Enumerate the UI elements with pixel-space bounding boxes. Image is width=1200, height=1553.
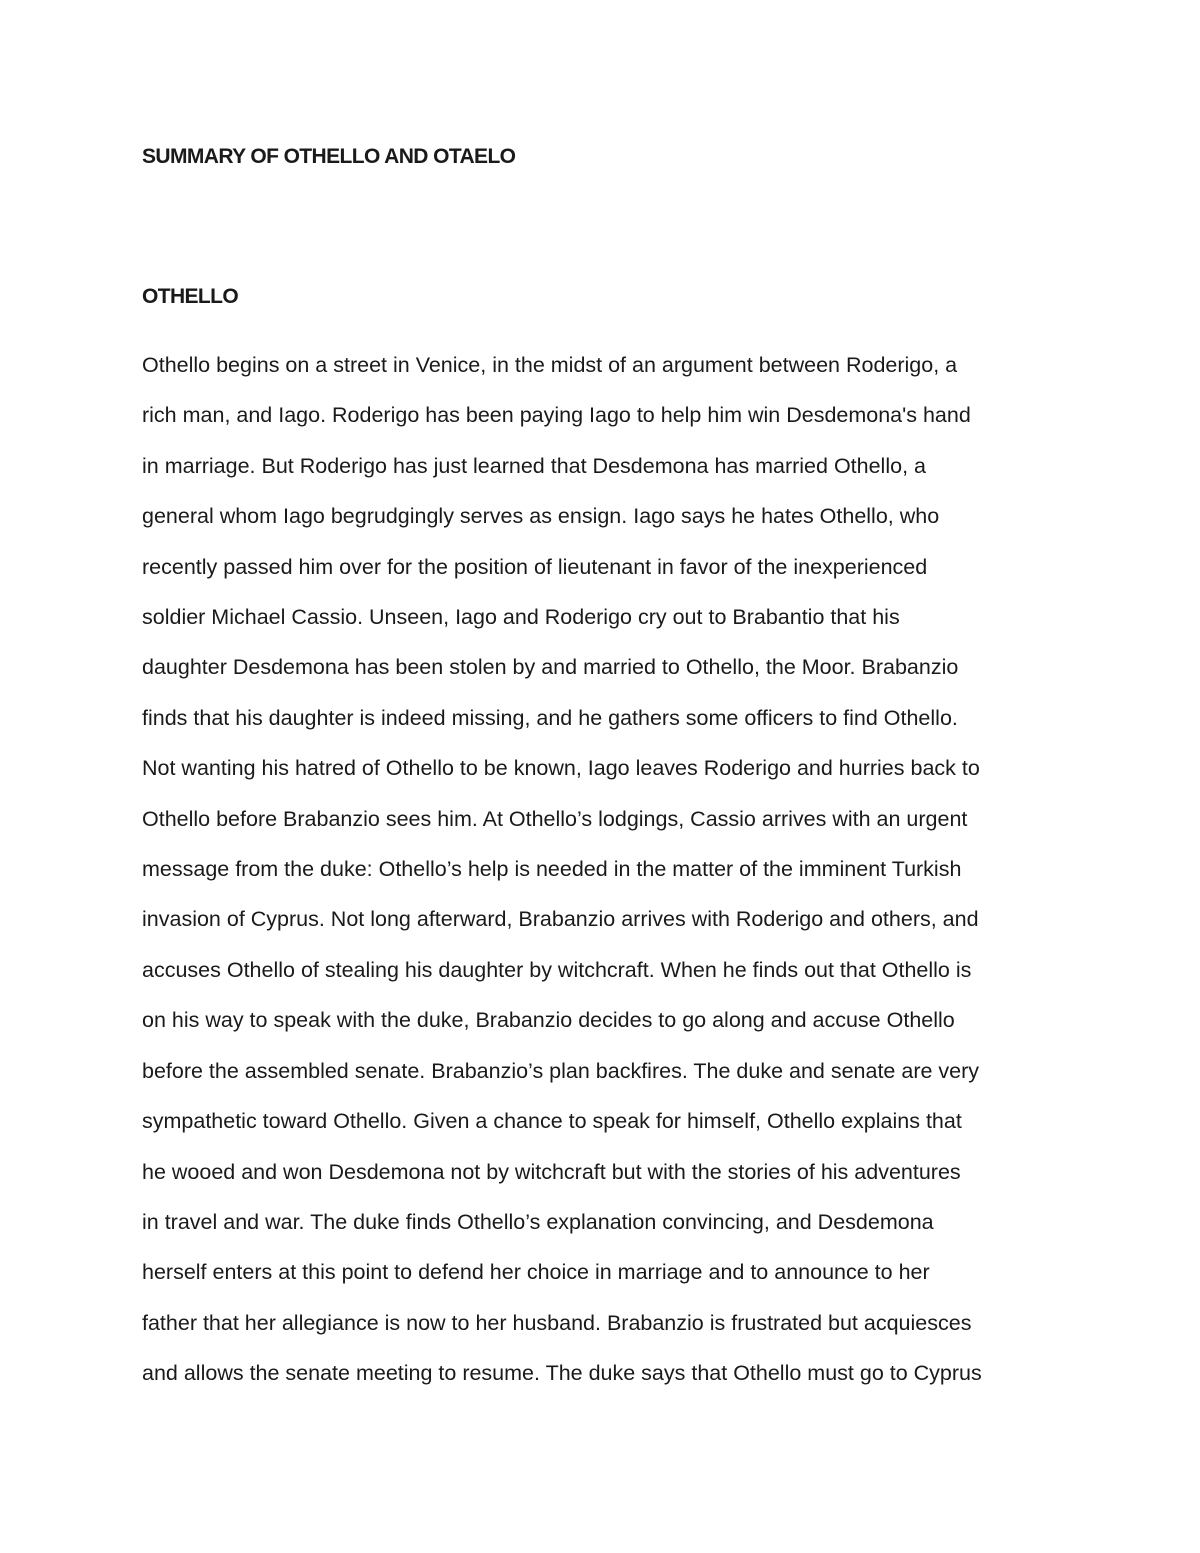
paragraph-line: Othello begins on a street in Venice, in the midst of an argument between Roderigo, a (142, 353, 958, 377)
paragraph-line: in marriage. But Roderigo has just learned that Desdemona has married Othello, a (142, 453, 926, 478)
paragraph-line: Othello before Brabanzio sees him. At Othello’s lodgings, Cassio arrives with an urgent (142, 806, 968, 831)
paragraph-line: sympathetic toward Othello. Given a chance to speak for himself, Othello explains that (142, 1109, 962, 1134)
paragraph-line: recently passed him over for the position of lieutenant in favor of the inexperienced (142, 554, 928, 579)
paragraph-line: invasion of Cyprus. Not long afterward, Brabanzio arrives with Roderigo and others, and (142, 907, 979, 932)
paragraph-line: message from the duke: Othello’s help is needed in the matter of the imminent Turkish (142, 857, 962, 882)
paragraph-line: father that her allegiance is now to her husband. Brabanzio is frustrated but acquiesces (142, 1310, 972, 1335)
paragraph-line: he wooed and won Desdemona not by witchcraft but with the stories of his adventures (142, 1159, 961, 1184)
paragraph-line: soldier Michael Cassio. Unseen, Iago and Roderigo cry out to Brabantio that his (142, 605, 900, 630)
paragraph-line: in travel and war. The duke finds Othello’s explanation convincing, and Desdemona (142, 1209, 934, 1234)
paragraph-line: before the assembled senate. Brabanzio’s plan backfires. The duke and senate are very (142, 1058, 980, 1083)
document-title: SUMMARY OF OTHELLO AND OTAELO (142, 145, 516, 168)
body-paragraph (142, 340, 1082, 1399)
paragraph-line: on his way to speak with the duke, Brabanzio decides to go along and accuse Othello (142, 1008, 955, 1033)
paragraph-line: and allows the senate meeting to resume. The duke says that Othello must go to Cyprus (142, 1361, 982, 1386)
section-heading-othello: OTHELLO (142, 285, 239, 308)
paragraph-line: rich man, and Iago. Roderigo has been paying Iago to help him win Desdemona's hand (142, 403, 971, 428)
paragraph-line: Not wanting his hatred of Othello to be known, Iago leaves Roderigo and hurries back to (142, 756, 980, 781)
paragraph-line: finds that his daughter is indeed missing, and he gathers some officers to find Othello. (142, 705, 958, 730)
paragraph-line: herself enters at this point to defend her choice in marriage and to announce to her (142, 1260, 930, 1285)
paragraph-line: accuses Othello of stealing his daughter by witchcraft. When he finds out that Othello is (142, 957, 972, 982)
paragraph-line: general whom Iago begrudgingly serves as ensign. Iago says he hates Othello, who (142, 504, 940, 529)
paragraph-line: daughter Desdemona has been stolen by and married to Othello, the Moor. Brabanzio (142, 655, 959, 680)
